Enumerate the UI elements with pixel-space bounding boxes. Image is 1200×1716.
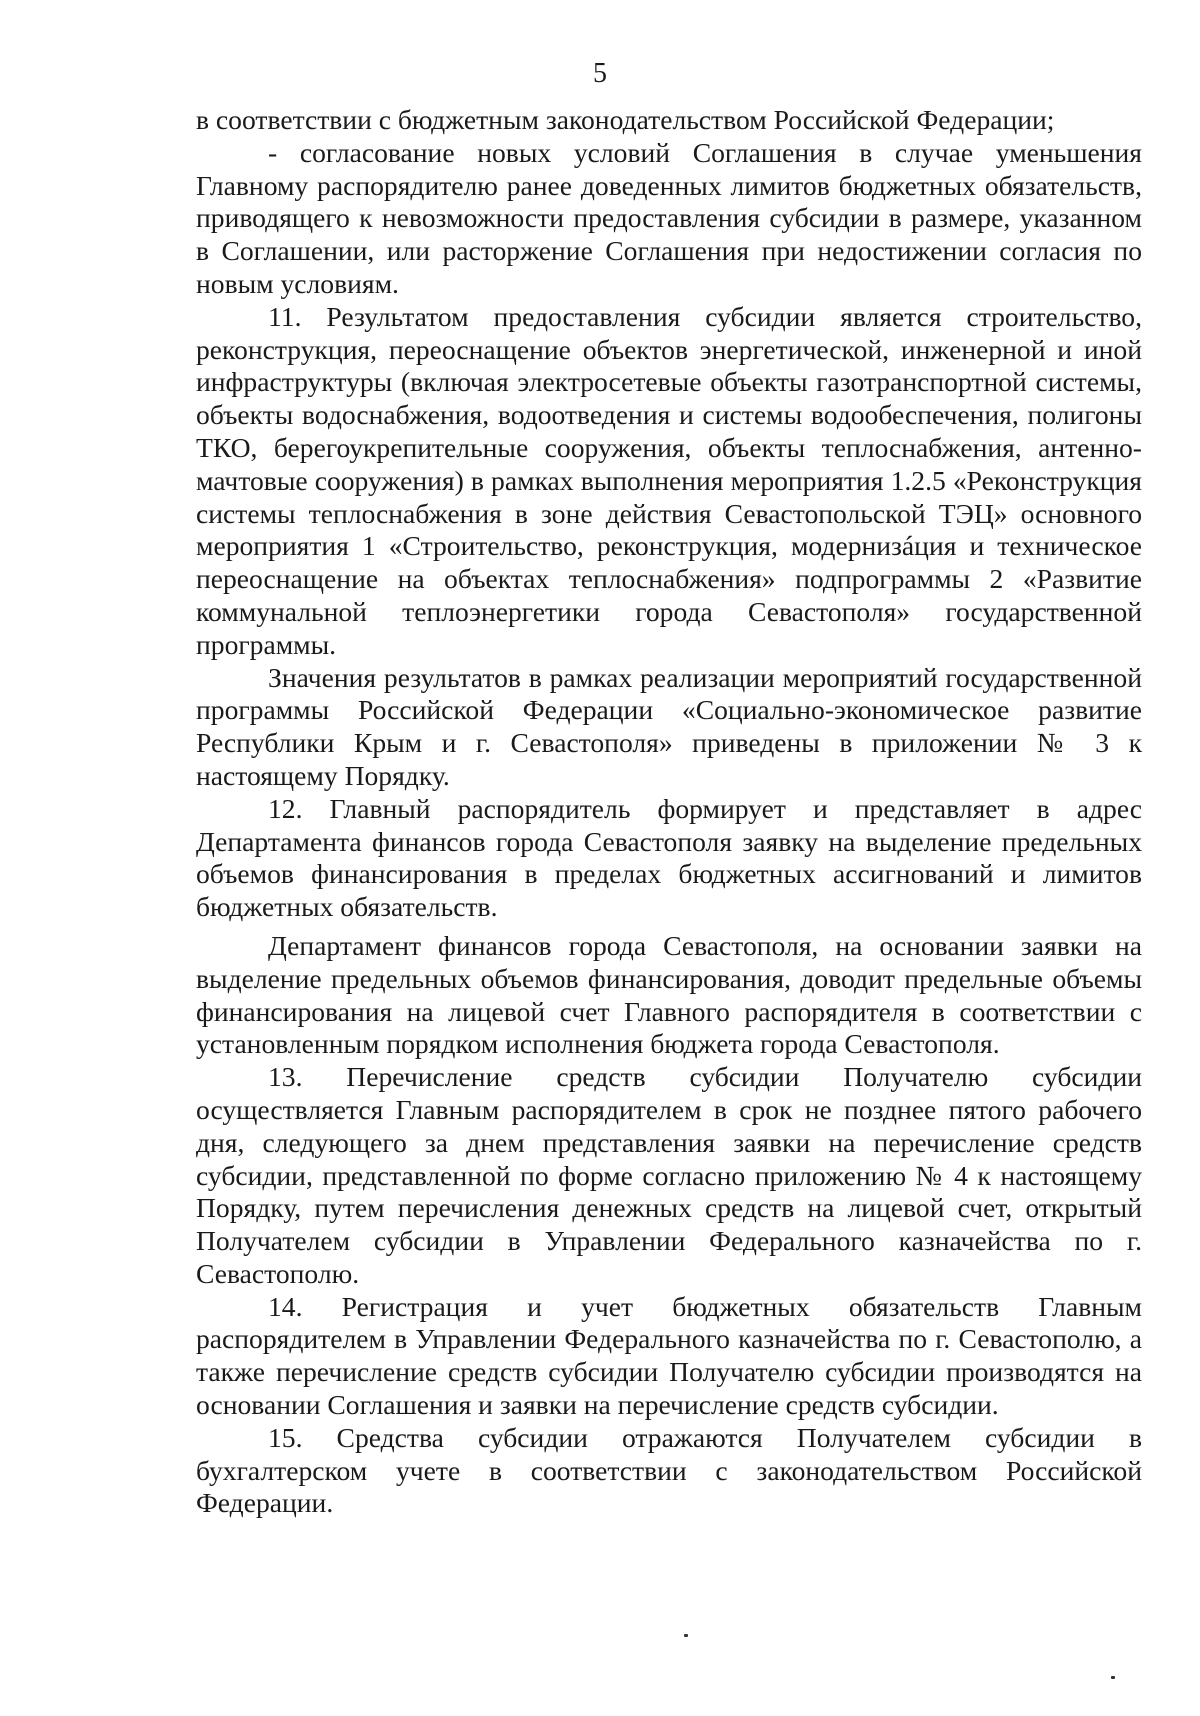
paragraph-11-result: 11. Результатом предоставления субсидии является строительство, реконструкция, переоснащение объектов энергетической, инженерной и иной инфраструктуры (включая электросетевые объекты газотранспортной системы, объекты водоснабжения, водоотведения и системы водообеспечения, полигоны ТКО, берегоукрепительные сооружения, объекты теплоснабжения, антенно-мачтовые сооружения) в рамках выполнения мероприятия 1.2.5 «Реконструкция системы теплоснабжения в зоне действия Севастопольской ТЭЦ» основного мероприятия 1 «Строительство, реконструкция, модернизáция и техническое переоснащение на объектах теплоснабжения» подпрограммы 2 «Развитие коммунальной теплоэнергетики города Севастополя» государственной программы. [196, 300, 1142, 660]
page-number: 5 [593, 58, 607, 89]
paragraph-agreement-terms: - согласование новых условий Соглашения в случае уменьшения Главному распорядителю ранее доведенных лимитов бюджетных обязательств, приводящего к невозможности предоставления субсидии в размере, указанном в Соглашении, или расторжение Соглашения при недостижении согласия по новым условиям. [196, 136, 1142, 299]
document-body [196, 104, 1142, 1520]
paragraph-finance-department: Департамент финансов города Севастополя, на основании заявки на выделение предельных объемов финансирования, доводит предельные объемы финансирования на лицевой счет Главного распорядителя в соответствии с установленным порядком исполнения бюджета города Севастополя. [196, 929, 1142, 1060]
paragraph-14-registration: 14. Регистрация и учет бюджетных обязательств Главным распорядителем в Управлении Федерального казначейства по г. Севастополю, а также перечисление средств субсидии Получателю субсидии производятся на основании Соглашения и заявки на перечисление средств субсидии. [196, 1290, 1142, 1421]
paragraph-12-request: 12. Главный распорядитель формирует и представляет в адрес Департамента финансов города Севастополя заявку на выделение предельных объемов финансирования в пределах бюджетных ассигнований и лимитов бюджетных обязательств. [196, 792, 1142, 923]
scan-speck [1111, 1676, 1115, 1679]
scan-speck [684, 1634, 688, 1637]
paragraph-continuation: в соответствии с бюджетным законодательством Российской Федерации; [196, 104, 1055, 135]
paragraph-15-accounting: 15. Средства субсидии отражаются Получателем субсидии в бухгалтерском учете в соответствии с законодательством Российской Федерации. [196, 1421, 1142, 1519]
paragraph-13-transfer: 13. Перечисление средств субсидии Получателю субсидии осуществляется Главным распорядителем в срок не позднее пятого рабочего дня, следующего за днем представления заявки на перечисление средств субсидии, представленной по форме согласно приложению № 4 к настоящему Порядку, путем перечисления денежных средств на лицевой счет, открытый Получателем субсидии в Управлении Федерального казначейства по г. Севастополю. [196, 1061, 1142, 1289]
paragraph-result-values: Значения результатов в рамках реализации мероприятий государственной программы Российской Федерации «Социально-экономическое развитие Республики Крым и г. Севастополя» приведены в приложении № 3 к настоящему Порядку. [196, 661, 1142, 791]
